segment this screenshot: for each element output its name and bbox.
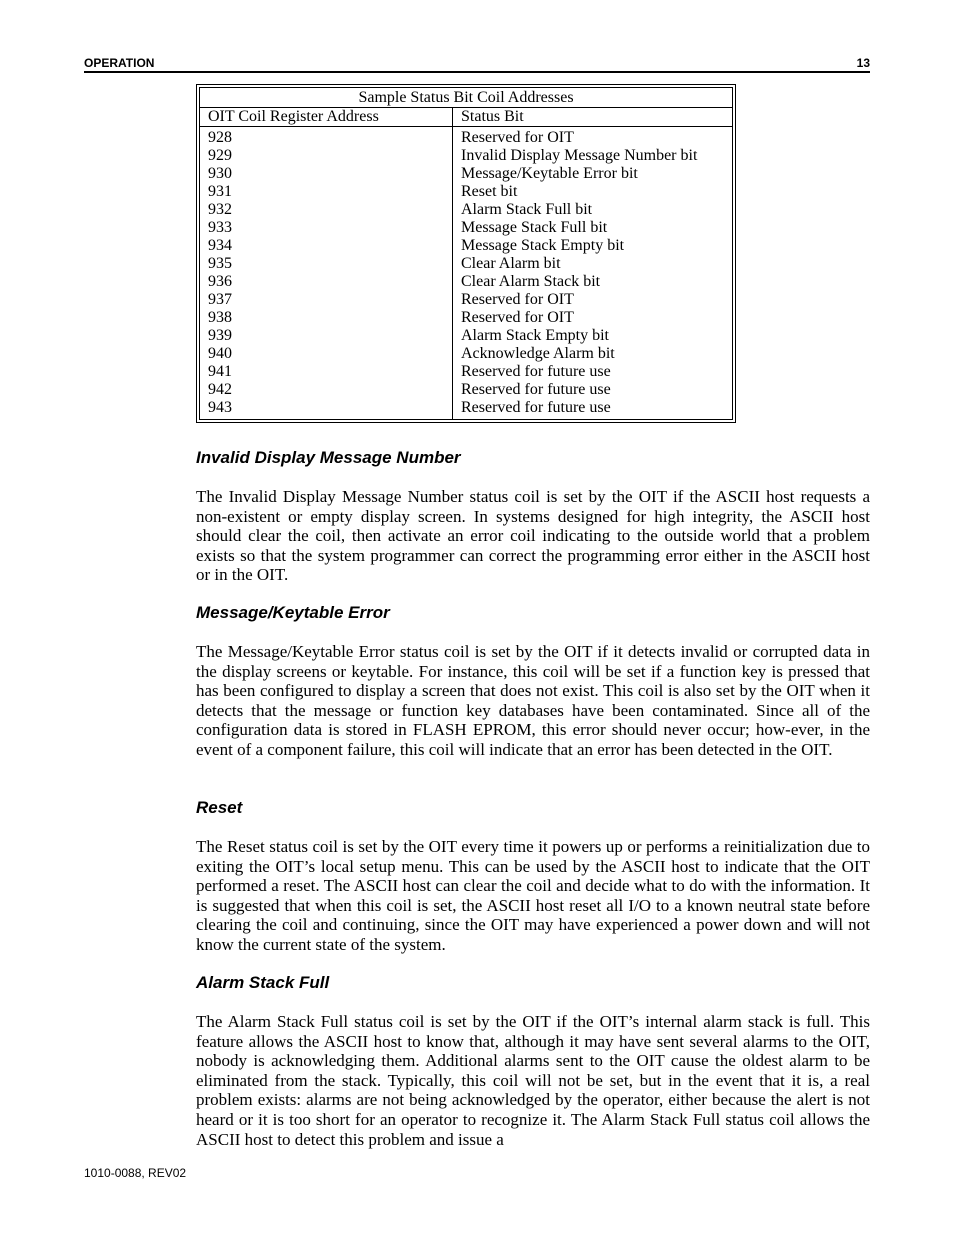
address-cell: 942 <box>208 381 232 398</box>
address-cell: 935 <box>208 255 232 272</box>
address-cell: 938 <box>208 309 232 326</box>
page-header <box>84 55 870 73</box>
address-cell: 930 <box>208 165 232 182</box>
address-cell: 931 <box>208 183 232 200</box>
status-cell: Message/Keytable Error bit <box>461 165 638 182</box>
column-header-status: Status Bit <box>453 108 733 127</box>
status-cell: Clear Alarm bit <box>461 255 561 272</box>
table-caption: Sample Status Bit Coil Addresses <box>200 88 733 108</box>
status-cell: Clear Alarm Stack bit <box>461 273 601 290</box>
address-column <box>200 127 453 420</box>
status-cell: Reserved for OIT <box>461 129 574 146</box>
address-cell: 934 <box>208 237 232 254</box>
address-cell: 941 <box>208 363 232 380</box>
heading-alarm-stack-full: Alarm Stack Full <box>196 973 330 992</box>
heading-reset: Reset <box>196 798 243 817</box>
status-cell: Alarm Stack Empty bit <box>461 327 609 344</box>
address-cell: 943 <box>208 399 232 416</box>
paragraph-reset: The Reset status coil is set by the OIT every time it powers up or performs a reinitialization due to exiting the OIT’s local setup menu. This can be used by the ASCII host to indicate that the OIT performed a reset. The ASCII host can clear the coil and decide what to do with the information. It is suggested that when this coil is set, the ASCII host reset all I/O to a known neutral state before clearing the coil and continuing, since the OIT may have experienced a power down and will not know the current state of the system. <box>196 837 870 954</box>
address-cell: 932 <box>208 201 232 218</box>
section-title: OPERATION <box>84 56 155 70</box>
address-cell: 937 <box>208 291 232 308</box>
heading-message-keytable-error: Message/Keytable Error <box>196 603 390 622</box>
paragraph-message-keytable-error: The Message/Keytable Error status coil is set by the OIT if it detects invalid or corrupted data in the display screens or keytable. For instance, this coil will be set if a function key is pressed that has been configured to display a screen that does not exist. This coil is also set by the OIT when it detects that the message or function key databases have been contaminated. Since all of the configuration data is stored in FLASH EPROM, this error should never occur; how-ever, in the event of a component failure, this coil will indicate that an error has been detected in the OIT. <box>196 642 870 759</box>
address-cell: 939 <box>208 327 232 344</box>
status-cell: Reserved for future use <box>461 381 611 398</box>
status-bit-table-frame <box>196 84 736 423</box>
address-cell: 936 <box>208 273 232 290</box>
status-cell: Invalid Display Message Number bit <box>461 147 698 164</box>
status-bit-table <box>199 87 733 420</box>
address-cell: 928 <box>208 129 232 146</box>
status-cell: Reset bit <box>461 183 518 200</box>
heading-invalid-display-message-number: Invalid Display Message Number <box>196 448 461 467</box>
status-cell: Reserved for OIT <box>461 309 574 326</box>
status-cell: Message Stack Empty bit <box>461 237 625 254</box>
column-header-address: OIT Coil Register Address <box>200 108 453 127</box>
status-cell: Reserved for future use <box>461 363 611 380</box>
status-cell: Reserved for future use <box>461 399 611 416</box>
status-cell: Reserved for OIT <box>461 291 574 308</box>
paragraph-alarm-stack-full: The Alarm Stack Full status coil is set by the OIT if the OIT’s internal alarm stack is full. This feature allows the ASCII host to know that, although it may have sent several alarms to the OIT, nobody is acknowledging them. Additional alarms sent to the OIT cause the oldest alarm to be eliminated from the stack. Typically, this coil will not be set, but in the event that it is, a real problem exists: alarms are not being acknowledged by the operator, either because the alert is not heard or it is too short for an operator to recognize it. The Alarm Stack Full status coil allows the ASCII host to detect this problem and issue a <box>196 1012 870 1149</box>
page-number: 13 <box>856 56 870 70</box>
address-cell: 929 <box>208 147 232 164</box>
address-cell: 933 <box>208 219 232 236</box>
address-cell: 940 <box>208 345 232 362</box>
status-cell: Alarm Stack Full bit <box>461 201 593 218</box>
status-cell: Acknowledge Alarm bit <box>461 345 615 362</box>
document-number: 1010-0088, REV02 <box>84 1166 187 1180</box>
paragraph-invalid-display-message-number: The Invalid Display Message Number status coil is set by the OIT if the ASCII host requests a non-existent or empty display screen. In systems designed for high integrity, the ASCII host should clear the coil, then activate an error coil indicating to the outside world that a problem exists so that the system programmer can correct the programming error either in the ASCII host or in the OIT. <box>196 487 870 585</box>
status-cell: Message Stack Full bit <box>461 219 608 236</box>
status-column <box>453 127 733 420</box>
